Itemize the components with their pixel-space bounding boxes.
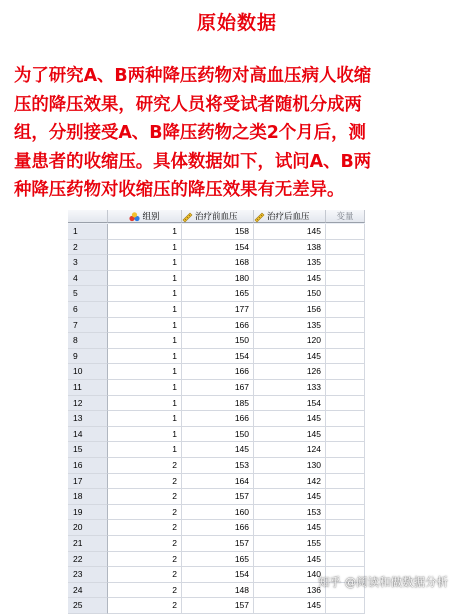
cell-before[interactable]: 177 [182, 302, 254, 318]
cell-before[interactable]: 167 [182, 380, 254, 396]
cell-empty[interactable] [326, 302, 365, 318]
row-number[interactable]: 8 [68, 333, 108, 349]
table-row [68, 458, 365, 474]
column-header-label: 治疗后血压 [267, 211, 310, 221]
table-row [68, 552, 365, 568]
row-number[interactable]: 1 [68, 224, 108, 240]
cell-after[interactable]: 145 [254, 552, 326, 568]
row-number[interactable]: 10 [68, 364, 108, 380]
table-row [68, 380, 365, 396]
table-row [68, 536, 365, 552]
cell-before[interactable]: 158 [182, 224, 254, 240]
page-title: 原始数据 [196, 12, 277, 34]
description-paragraph [14, 62, 464, 205]
cell-group[interactable]: 1 [108, 255, 182, 271]
cell-group[interactable]: 1 [108, 240, 182, 256]
cell-before[interactable]: 154 [182, 240, 254, 256]
cell-after[interactable]: 142 [254, 474, 326, 490]
cell-after[interactable]: 156 [254, 302, 326, 318]
row-number[interactable]: 24 [68, 583, 108, 599]
cell-group[interactable]: 2 [108, 567, 182, 583]
cell-before[interactable]: 166 [182, 520, 254, 536]
cell-empty[interactable] [326, 380, 365, 396]
cell-empty[interactable] [326, 364, 365, 380]
row-number[interactable]: 5 [68, 286, 108, 302]
cell-after[interactable]: 135 [254, 255, 326, 271]
grid-header-row [68, 210, 365, 224]
cell-before[interactable]: 185 [182, 396, 254, 412]
cell-group[interactable]: 1 [108, 286, 182, 302]
cell-group[interactable]: 2 [108, 505, 182, 521]
column-header-label: 变量 [336, 211, 354, 221]
cell-empty[interactable] [326, 552, 365, 568]
row-number[interactable]: 4 [68, 271, 108, 287]
column-header-empty-variable[interactable] [326, 210, 365, 223]
cell-before[interactable]: 165 [182, 552, 254, 568]
table-row [68, 520, 365, 536]
cell-group[interactable]: 2 [108, 552, 182, 568]
paragraph-line: 种降压药物对收缩压的降压效果有无差异。 [14, 180, 345, 200]
cell-before[interactable]: 150 [182, 427, 254, 443]
row-number[interactable]: 11 [68, 380, 108, 396]
row-number[interactable]: 9 [68, 349, 108, 365]
scale-variable-icon [182, 212, 193, 222]
table-row [68, 598, 365, 614]
cell-group[interactable]: 2 [108, 489, 182, 505]
row-number[interactable]: 21 [68, 536, 108, 552]
cell-empty[interactable] [326, 598, 365, 614]
table-row [68, 474, 365, 490]
cell-empty[interactable] [326, 333, 365, 349]
table-row [68, 505, 365, 521]
cell-before[interactable]: 160 [182, 505, 254, 521]
cell-empty[interactable] [326, 271, 365, 287]
nominal-variable-icon [129, 212, 140, 222]
cell-before[interactable]: 153 [182, 458, 254, 474]
column-header-before[interactable] [182, 210, 254, 223]
cell-before[interactable]: 166 [182, 364, 254, 380]
paragraph-line: 组，分别接受A、B降压药物之类2个月后，测 [14, 123, 366, 143]
row-number[interactable]: 19 [68, 505, 108, 521]
row-number[interactable]: 12 [68, 396, 108, 412]
row-number[interactable]: 14 [68, 427, 108, 443]
table-row [68, 255, 365, 271]
table-row [68, 364, 365, 380]
cell-empty[interactable] [326, 318, 365, 334]
cell-group[interactable]: 1 [108, 318, 182, 334]
table-row [68, 271, 365, 287]
row-number[interactable]: 3 [68, 255, 108, 271]
cell-after[interactable]: 145 [254, 271, 326, 287]
row-number[interactable]: 2 [68, 240, 108, 256]
cell-empty[interactable] [326, 474, 365, 490]
row-number[interactable]: 20 [68, 520, 108, 536]
row-number[interactable]: 23 [68, 567, 108, 583]
cell-group[interactable]: 1 [108, 396, 182, 412]
cell-group[interactable]: 2 [108, 458, 182, 474]
cell-group[interactable]: 1 [108, 427, 182, 443]
cell-after[interactable]: 130 [254, 458, 326, 474]
cell-group[interactable]: 1 [108, 333, 182, 349]
cell-after[interactable]: 124 [254, 442, 326, 458]
row-number[interactable]: 25 [68, 598, 108, 614]
cell-before[interactable]: 148 [182, 583, 254, 599]
cell-empty[interactable] [326, 458, 365, 474]
cell-before[interactable]: 168 [182, 255, 254, 271]
cell-before[interactable]: 165 [182, 286, 254, 302]
cell-after[interactable]: 153 [254, 505, 326, 521]
row-number[interactable]: 17 [68, 474, 108, 490]
cell-after[interactable]: 135 [254, 318, 326, 334]
cell-group[interactable]: 2 [108, 474, 182, 490]
cell-group[interactable]: 1 [108, 442, 182, 458]
cell-after[interactable]: 155 [254, 536, 326, 552]
cell-empty[interactable] [326, 255, 365, 271]
cell-after[interactable]: 145 [254, 520, 326, 536]
cell-before[interactable]: 157 [182, 489, 254, 505]
cell-empty[interactable] [326, 240, 365, 256]
table-row [68, 318, 365, 334]
table-row [68, 411, 365, 427]
table-row [68, 442, 365, 458]
cell-before[interactable]: 154 [182, 567, 254, 583]
cell-before[interactable]: 145 [182, 442, 254, 458]
cell-after[interactable]: 145 [254, 489, 326, 505]
column-header-label: 治疗前血压 [195, 211, 238, 221]
row-number[interactable]: 6 [68, 302, 108, 318]
cell-empty[interactable] [326, 442, 365, 458]
row-number[interactable]: 13 [68, 411, 108, 427]
cell-empty[interactable] [326, 286, 365, 302]
cell-after[interactable]: 136 [254, 583, 326, 599]
cell-empty[interactable] [326, 411, 365, 427]
cell-before[interactable]: 164 [182, 474, 254, 490]
cell-before[interactable]: 157 [182, 598, 254, 614]
paragraph-line: 压的降压效果，研究人员将受试者随机分成两 [14, 94, 362, 115]
cell-empty[interactable] [326, 349, 365, 365]
cell-before[interactable]: 150 [182, 333, 254, 349]
cell-group[interactable]: 2 [108, 520, 182, 536]
cell-after[interactable]: 126 [254, 364, 326, 380]
cell-after[interactable]: 138 [254, 240, 326, 256]
cell-group[interactable]: 2 [108, 583, 182, 599]
cell-group[interactable]: 2 [108, 598, 182, 614]
cell-after[interactable]: 140 [254, 567, 326, 583]
cell-before[interactable]: 154 [182, 349, 254, 365]
row-number[interactable]: 15 [68, 442, 108, 458]
cell-before[interactable]: 166 [182, 318, 254, 334]
cell-group[interactable]: 1 [108, 302, 182, 318]
cell-group[interactable]: 2 [108, 536, 182, 552]
cell-after[interactable]: 145 [254, 598, 326, 614]
cell-after[interactable]: 145 [254, 427, 326, 443]
table-row [68, 427, 365, 443]
cell-after[interactable]: 133 [254, 380, 326, 396]
corner-cell[interactable] [68, 210, 108, 223]
cell-empty[interactable] [326, 489, 365, 505]
cell-after[interactable]: 145 [254, 411, 326, 427]
table-row [68, 240, 365, 256]
cell-after[interactable]: 150 [254, 286, 326, 302]
cell-group[interactable]: 1 [108, 380, 182, 396]
table-row [68, 489, 365, 505]
cell-empty[interactable] [326, 427, 365, 443]
scale-variable-icon [254, 212, 265, 222]
table-row [68, 302, 365, 318]
row-number[interactable]: 7 [68, 318, 108, 334]
column-header-label: 组别 [142, 211, 160, 221]
table-row [68, 396, 365, 412]
watermark: 知乎 @阅读和做数据分析 [318, 575, 449, 589]
cell-after[interactable]: 154 [254, 396, 326, 412]
paragraph-line: 为了研究A、B两种降压药物对高血压病人收缩 [14, 66, 372, 86]
cell-group[interactable]: 1 [108, 411, 182, 427]
cell-before[interactable]: 157 [182, 536, 254, 552]
spss-data-grid [68, 210, 365, 611]
table-row [68, 333, 365, 349]
paragraph-line: 量患者的收缩压。具体数据如下，试问A、B两 [14, 151, 372, 172]
cell-after[interactable]: 120 [254, 333, 326, 349]
column-header-group[interactable] [108, 210, 182, 223]
row-number[interactable]: 18 [68, 489, 108, 505]
cell-after[interactable]: 145 [254, 349, 326, 365]
cell-empty[interactable] [326, 505, 365, 521]
cell-group[interactable]: 1 [108, 224, 182, 240]
cell-group[interactable]: 1 [108, 271, 182, 287]
cell-group[interactable]: 1 [108, 349, 182, 365]
cell-before[interactable]: 166 [182, 411, 254, 427]
cell-group[interactable]: 1 [108, 364, 182, 380]
cell-empty[interactable] [326, 224, 365, 240]
table-row [68, 349, 365, 365]
cell-before[interactable]: 180 [182, 271, 254, 287]
cell-empty[interactable] [326, 396, 365, 412]
table-row [68, 224, 365, 240]
column-header-after[interactable] [254, 210, 326, 223]
cell-empty[interactable] [326, 536, 365, 552]
cell-after[interactable]: 145 [254, 224, 326, 240]
row-number[interactable]: 22 [68, 552, 108, 568]
row-number[interactable]: 16 [68, 458, 108, 474]
table-row [68, 286, 365, 302]
cell-empty[interactable] [326, 520, 365, 536]
